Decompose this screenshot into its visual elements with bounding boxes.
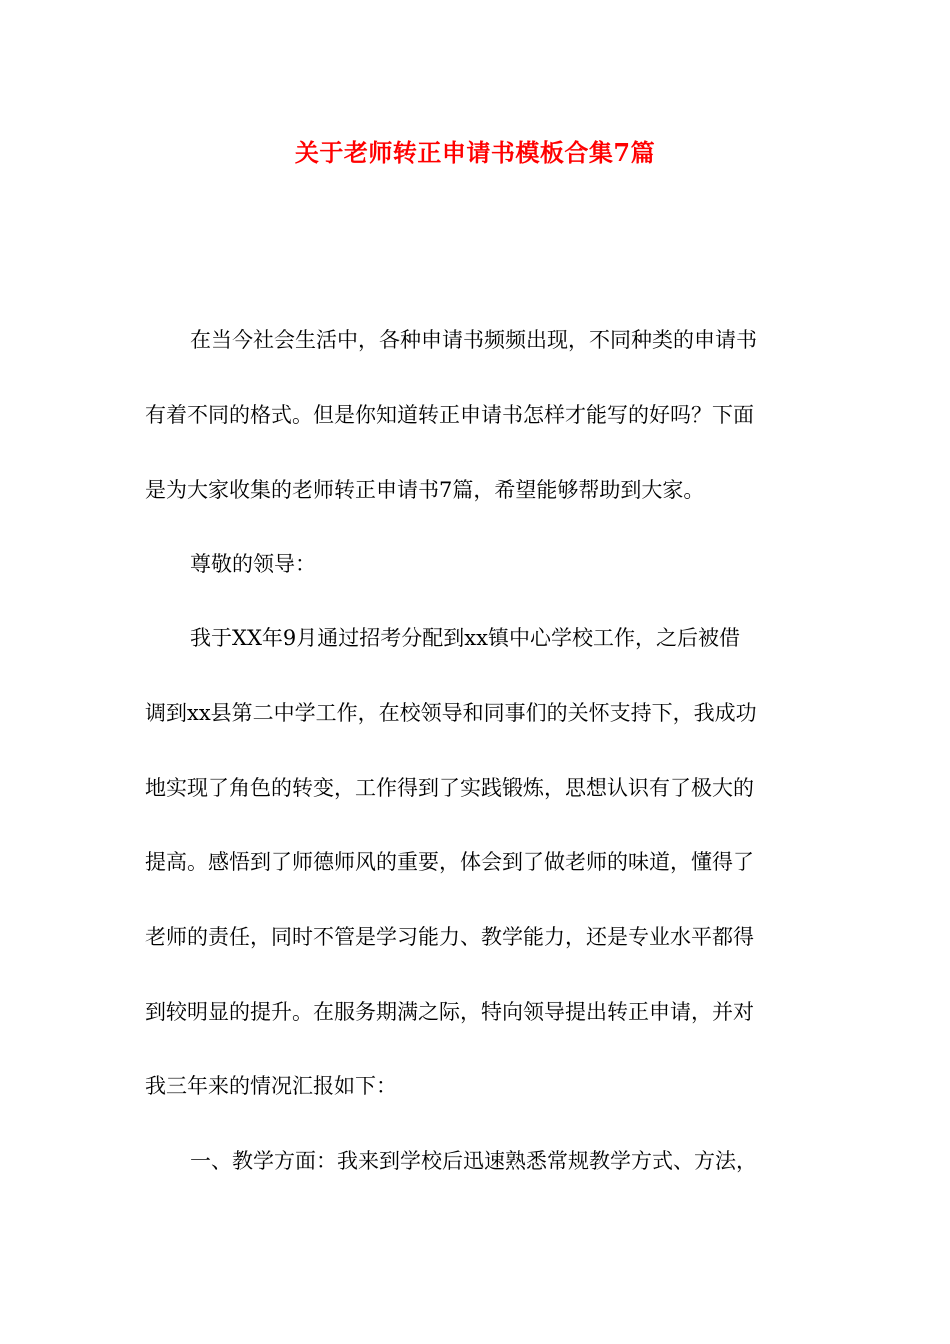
document-title: 关于老师转正申请书模板合集7篇 <box>294 138 656 167</box>
salutation: 尊敬的领导： <box>190 552 316 576</box>
paragraph-line-11: 我三年来的情况汇报如下： <box>145 1074 397 1098</box>
section-heading-teaching: 一、教学方面：我来到学校后迅速熟悉常规教学方式、方法， <box>190 1149 757 1173</box>
paragraph-line-3: 是为大家收集的老师转正申请书7篇，希望能够帮助到大家。 <box>145 478 705 502</box>
paragraph-line-9: 老师的责任，同时不管是学习能力、教学能力，还是专业水平都得 <box>145 925 754 949</box>
paragraph-line-8: 提高。感悟到了师德师风的重要，体会到了做老师的味道，懂得了 <box>145 850 754 874</box>
paragraph-line-2: 有着不同的格式。但是你知道转正申请书怎样才能写的好吗？下面 <box>145 403 754 427</box>
paragraph-line-5: 我于XX年9月通过招考分配到xx镇中心学校工作，之后被借 <box>190 626 740 650</box>
paragraph-line-6: 调到xx县第二中学工作，在校领导和同事们的关怀支持下，我成功 <box>145 701 757 725</box>
paragraph-line-10: 到较明显的提升。在服务期满之际，特向领导提出转正申请，并对 <box>145 1000 754 1024</box>
paragraph-line-7: 地实现了角色的转变，工作得到了实践锻炼，思想认识有了极大的 <box>145 776 754 800</box>
paragraph-line-1: 在当今社会生活中，各种申请书频频出现，不同种类的申请书 <box>190 328 757 352</box>
